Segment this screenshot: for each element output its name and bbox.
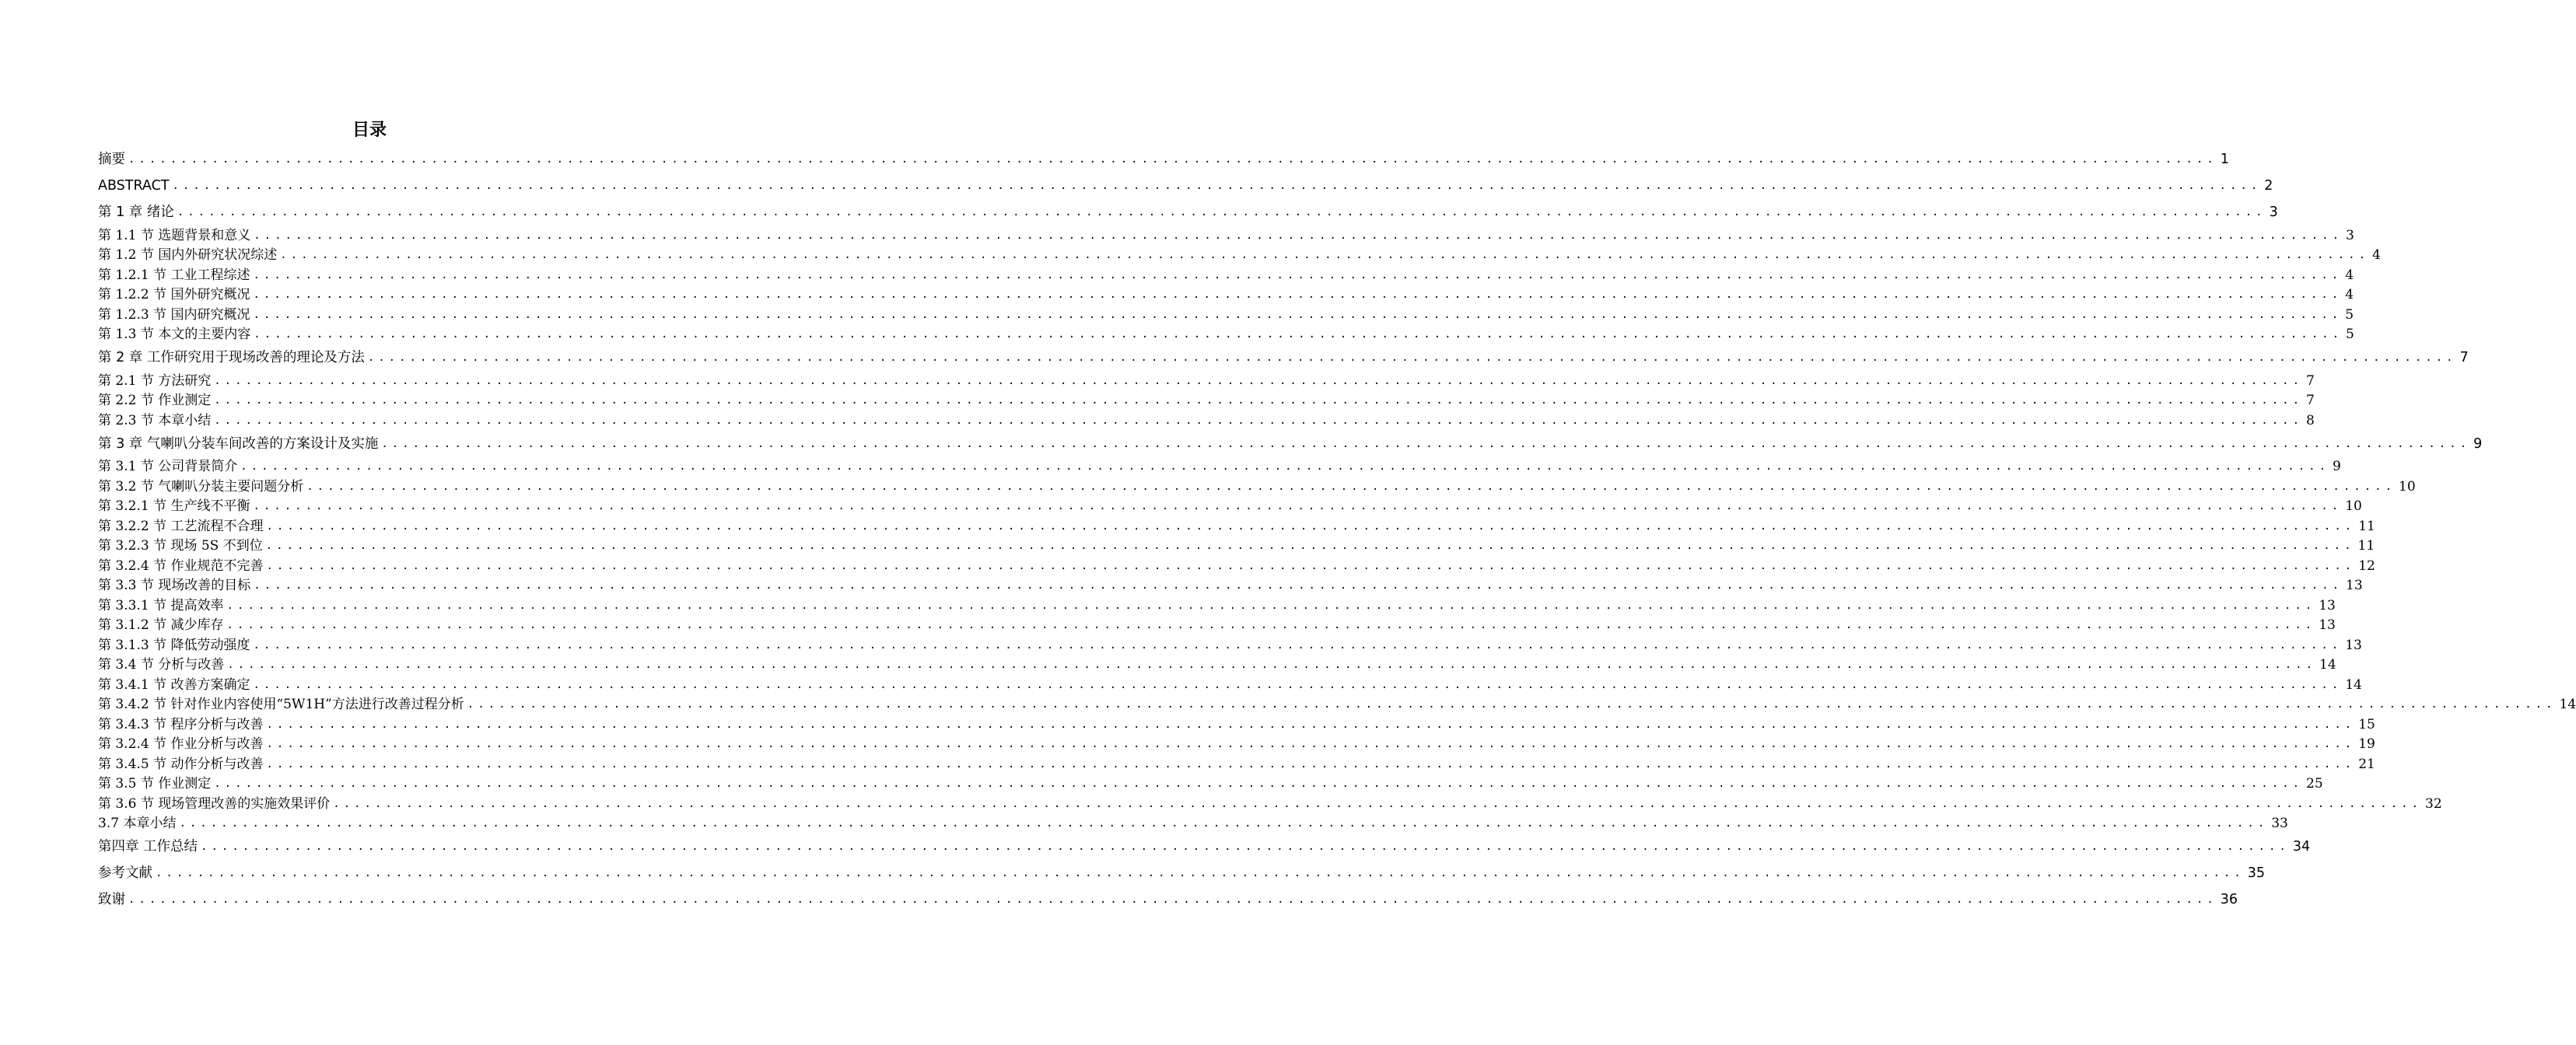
dot-leader: ........................................................................................................................................................................................................	[226, 599, 2316, 612]
dot-leader: ........................................................................................................................................................................................................	[128, 893, 2217, 906]
dot-leader: ........................................................................................................................................................................................................	[254, 229, 2343, 242]
dot-leader: ........................................................................................................................................................................................................	[266, 519, 2356, 533]
toc-entry[interactable]	[98, 515, 2375, 535]
toc-entry-page-number: 21	[2358, 756, 2375, 772]
toc-entry-label: 第 1.2.3 节 国内研究概况	[98, 306, 250, 323]
dot-leader: ........................................................................................................................................................................................................	[177, 206, 2266, 218]
toc-entry[interactable]	[98, 813, 2288, 833]
toc-entry-label: 第 1.3 节 本文的主要内容	[98, 327, 251, 342]
dot-leader: ........................................................................................................................................................................................................	[253, 678, 2343, 691]
toc-entry[interactable]	[98, 594, 2336, 614]
toc-entry-label: 第 3.2.1 节 生产线不平衡	[98, 498, 250, 514]
toc-entry-label: 第 3.4.3 节 程序分析与改善	[98, 716, 264, 732]
toc-entry-page-number: 12	[2358, 557, 2375, 574]
toc-entry-label: 第 3.2 节 气喇叭分装主要问题分析	[98, 478, 304, 495]
toc-entry-label: 第 1 章 绪论	[98, 204, 174, 220]
toc-entry-page-number: 19	[2358, 736, 2375, 752]
toc-entry[interactable]	[98, 575, 2363, 595]
toc-entry-page-number: 9	[2333, 459, 2341, 474]
dot-leader: ........................................................................................................................................................................................................	[266, 559, 2356, 572]
toc-entry-page-number: 4	[2345, 267, 2354, 283]
toc-entry[interactable]	[98, 323, 2354, 344]
dot-leader: ........................................................................................................................................................................................................	[179, 817, 2269, 830]
dot-leader: ........................................................................................................................................................................................................	[306, 480, 2396, 493]
toc-entry[interactable]	[98, 303, 2354, 323]
toc-entry[interactable]	[98, 885, 2238, 911]
dot-leader: ........................................................................................................................................................................................................	[254, 328, 2343, 341]
toc-entry-label: 第 3.3 节 现场改善的目标	[98, 578, 251, 593]
toc-entry-page-number: 36	[2220, 892, 2238, 907]
toc-entry-page-number: 13	[2319, 597, 2336, 613]
toc-entry-label: 第 2.3 节 本章小结	[98, 412, 212, 428]
toc-entry-page-number: 4	[2372, 247, 2381, 263]
toc-entry-label: 第 1.1 节 选题背景和意义	[98, 227, 251, 243]
toc-entry-label: 第 3.2.4 节 作业规范不完善	[98, 557, 264, 574]
toc-entry-page-number: 5	[2345, 306, 2354, 323]
toc-entry-label: 参考文献	[98, 865, 152, 881]
table-of-contents	[98, 145, 2576, 911]
toc-entry[interactable]	[98, 145, 2229, 171]
toc-entry-page-number: 15	[2358, 716, 2375, 732]
toc-entry-label: 第 3 章 气喇叭分装车间改善的方案设计及实施	[98, 435, 379, 452]
toc-entry-page-number: 8	[2306, 412, 2315, 428]
toc-entry-page-number: 7	[2306, 372, 2315, 389]
toc-entry-page-number: 25	[2306, 776, 2323, 792]
toc-entry-label: 第 3.4.5 节 动作分析与改善	[98, 756, 264, 772]
toc-entry-label: 第 2 章 工作研究用于现场改善的理论及方法	[98, 350, 365, 365]
toc-entry[interactable]	[98, 713, 2375, 733]
toc-entry[interactable]	[98, 343, 2469, 369]
dot-leader: ........................................................................................................................................................................................................	[381, 437, 2471, 450]
toc-entry[interactable]	[98, 171, 2273, 197]
toc-entry-label: 第 2.1 节 方法研究	[98, 372, 212, 389]
toc-entry[interactable]	[98, 733, 2375, 753]
toc-entry[interactable]	[98, 244, 2381, 264]
toc-title: 目录	[352, 121, 387, 140]
toc-entry[interactable]	[98, 634, 2362, 654]
toc-entry-label: 致谢	[98, 892, 125, 907]
dot-leader: ........................................................................................................................................................................................................	[214, 374, 2303, 387]
dot-leader: ........................................................................................................................................................................................................	[226, 619, 2316, 631]
dot-leader: ........................................................................................................................................................................................................	[254, 579, 2343, 592]
dot-leader: ........................................................................................................................................................................................................	[266, 718, 2356, 731]
toc-entry[interactable]	[98, 369, 2315, 390]
toc-entry[interactable]	[98, 792, 2442, 813]
toc-entry-label: 第 3.1.3 节 降低劳动强度	[98, 637, 250, 653]
toc-entry-label: 第 3.1.2 节 减少库存	[98, 617, 224, 633]
toc-entry-label: 第 1.2.1 节 工业工程综述	[98, 267, 250, 283]
toc-entry[interactable]	[98, 832, 2311, 858]
toc-entry-page-number: 2	[2264, 178, 2273, 194]
dot-leader: ........................................................................................................................................................................................................	[266, 738, 2356, 750]
toc-entry-label: 第 3.4 节 分析与改善	[98, 657, 225, 673]
toc-entry-label: 第四章 工作总结	[98, 839, 198, 855]
dot-leader: ........................................................................................................................................................................................................	[227, 659, 2316, 671]
toc-entry-label: 第 1.2 节 国内外研究状况综述	[98, 247, 278, 263]
toc-entry[interactable]	[98, 429, 2483, 456]
toc-entry-page-number: 14	[2345, 676, 2362, 693]
toc-entry-page-number: 1	[2220, 152, 2229, 167]
toc-entry-label: 第 3.3.1 节 提高效率	[98, 597, 224, 613]
toc-entry-label: ABSTRACT	[98, 178, 170, 194]
dot-leader: ........................................................................................................................................................................................................	[280, 249, 2369, 261]
dot-leader: ........................................................................................................................................................................................................	[367, 351, 2457, 364]
dot-leader: ........................................................................................................................................................................................................	[214, 778, 2303, 790]
dot-leader: ........................................................................................................................................................................................................	[253, 308, 2343, 321]
dot-leader: ........................................................................................................................................................................................................	[467, 698, 2557, 711]
toc-entry-page-number: 33	[2271, 816, 2288, 831]
toc-entry-label: 第 3.2.2 节 工艺流程不合理	[98, 518, 264, 534]
toc-entry-page-number: 14	[2319, 657, 2336, 673]
toc-entry[interactable]	[98, 197, 2278, 224]
toc-entry-page-number: 14	[2559, 697, 2576, 712]
toc-entry[interactable]	[98, 614, 2336, 634]
toc-entry[interactable]	[98, 535, 2375, 555]
toc-entry-page-number: 3	[2346, 227, 2354, 243]
dot-leader: ........................................................................................................................................................................................................	[214, 414, 2303, 427]
dot-leader: ........................................................................................................................................................................................................	[333, 797, 2422, 810]
dot-leader: ........................................................................................................................................................................................................	[266, 757, 2356, 771]
toc-entry[interactable]	[98, 673, 2362, 694]
toc-entry-page-number: 5	[2346, 327, 2354, 342]
dot-leader: ........................................................................................................................................................................................................	[172, 180, 2262, 192]
toc-entry-label: 第 1.2.2 节 国外研究概况	[98, 287, 250, 302]
toc-entry[interactable]	[98, 554, 2375, 575]
dot-leader: ........................................................................................................................................................................................................	[201, 841, 2290, 853]
toc-entry[interactable]	[98, 409, 2315, 429]
toc-entry-page-number: 7	[2459, 350, 2469, 365]
toc-entry-page-number: 4	[2345, 287, 2354, 302]
toc-entry-label: 第 3.6 节 现场管理改善的实施效果评价	[98, 795, 331, 812]
toc-entry-label: 摘要	[98, 152, 125, 167]
dot-leader: ........................................................................................................................................................................................................	[253, 288, 2343, 301]
toc-entry-page-number: 32	[2425, 795, 2442, 812]
dot-leader: ........................................................................................................................................................................................................	[265, 540, 2355, 552]
dot-leader: ........................................................................................................................................................................................................	[214, 394, 2303, 407]
toc-entry[interactable]	[98, 224, 2354, 244]
toc-entry-page-number: 7	[2306, 393, 2315, 408]
toc-entry[interactable]	[98, 654, 2336, 674]
toc-entry[interactable]	[98, 694, 2576, 714]
toc-entry[interactable]	[98, 264, 2354, 284]
dot-leader: ........................................................................................................................................................................................................	[128, 153, 2217, 166]
toc-entry[interactable]	[98, 858, 2266, 885]
dot-leader: ........................................................................................................................................................................................................	[253, 268, 2343, 281]
toc-entry-page-number: 3	[2269, 204, 2278, 220]
toc-entry[interactable]	[98, 456, 2341, 476]
toc-entry-page-number: 13	[2346, 578, 2363, 593]
toc-entry-page-number: 9	[2473, 435, 2483, 452]
toc-entry-label: 第 3.4.1 节 改善方案确定	[98, 676, 250, 693]
toc-entry-label: 3.7 本章小结	[98, 816, 177, 831]
toc-entry-label: 第 2.2 节 作业测定	[98, 393, 212, 408]
toc-entry[interactable]	[98, 475, 2416, 495]
toc-entry-page-number: 10	[2399, 478, 2416, 495]
dot-leader: ........................................................................................................................................................................................................	[253, 638, 2343, 652]
dot-leader: ........................................................................................................................................................................................................	[253, 500, 2343, 512]
toc-entry[interactable]	[98, 773, 2323, 793]
toc-entry[interactable]	[98, 390, 2315, 410]
toc-entry-label: 第 3.2.3 节 现场 5S 不到位	[98, 538, 263, 554]
toc-entry-page-number: 10	[2345, 498, 2362, 514]
toc-entry-page-number: 13	[2319, 617, 2336, 633]
toc-entry-page-number: 11	[2357, 538, 2375, 554]
toc-entry[interactable]	[98, 284, 2354, 304]
toc-entry-label: 第 3.5 节 作业测定	[98, 776, 212, 792]
dot-leader: ........................................................................................................................................................................................................	[156, 867, 2245, 879]
toc-entry-label: 第 3.4.2 节 针对作业内容使用“5W1H”方法进行改善过程分析	[98, 697, 464, 712]
toc-entry-page-number: 11	[2358, 518, 2375, 534]
toc-entry[interactable]	[98, 753, 2375, 773]
toc-entry-page-number: 35	[2247, 865, 2266, 881]
toc-entry-label: 第 3.1 节 公司背景简介	[98, 459, 238, 474]
toc-entry-label: 第 3.2.4 节 作业分析与改善	[98, 736, 264, 752]
toc-entry-page-number: 13	[2345, 637, 2362, 653]
toc-entry-page-number: 34	[2292, 839, 2311, 855]
toc-entry[interactable]	[98, 495, 2362, 516]
dot-leader: ........................................................................................................................................................................................................	[240, 460, 2329, 473]
